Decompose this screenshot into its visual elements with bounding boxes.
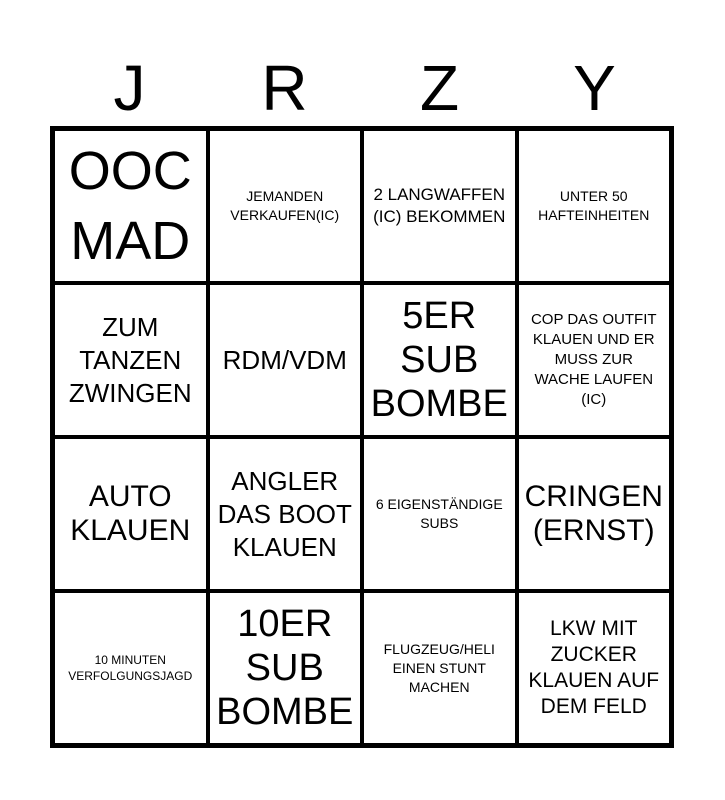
- bingo-cell-r3c4[interactable]: [517, 437, 672, 591]
- bingo-cell-r2c2[interactable]: [208, 283, 363, 437]
- bingo-cell-r2c4[interactable]: [517, 283, 672, 437]
- bingo-cell-text: 10ER SUB BOMBE: [216, 603, 354, 733]
- bingo-cell-text: UNTER 50 HAFTEINHEITEN: [538, 188, 650, 223]
- bingo-cell-r4c1[interactable]: [53, 591, 208, 745]
- bingo-cell-r3c3[interactable]: [362, 437, 517, 591]
- bingo-cell-text: AUTO KLAUEN: [70, 480, 191, 547]
- bingo-cell-text: 2 LANGWAFFEN (IC) BEKOMMEN: [373, 185, 506, 226]
- header-letter-j: J: [113, 52, 146, 124]
- bingo-cell-text: 5ER SUB BOMBE: [370, 295, 508, 425]
- bingo-cell-r4c3[interactable]: [362, 591, 517, 745]
- header-letter-z: Z: [419, 52, 460, 124]
- header-letter-r: R: [261, 52, 308, 124]
- bingo-cell-r3c1[interactable]: [53, 437, 208, 591]
- bingo-header: [52, 50, 672, 126]
- bingo-cell-text: CRINGEN (ERNST): [524, 480, 663, 547]
- bingo-cell-r4c4[interactable]: [517, 591, 672, 745]
- bingo-grid: [50, 126, 674, 748]
- bingo-cell-text: OOC MAD: [68, 141, 192, 271]
- bingo-cell-text: 6 EIGENSTÄNDIGE SUBS: [375, 496, 503, 531]
- bingo-cell-r4c2[interactable]: [208, 591, 363, 745]
- bingo-cell-r1c4[interactable]: [517, 129, 672, 283]
- bingo-cell-r2c1[interactable]: [53, 283, 208, 437]
- bingo-cell-text: RDM/VDM: [222, 344, 347, 375]
- bingo-cell-r1c3[interactable]: [362, 129, 517, 283]
- bingo-cell-text: 10 MINUTEN VERFOLGUNGSJAGD: [68, 653, 193, 683]
- bingo-cell-text: FLUGZEUG/HELI EINEN STUNT MACHEN: [383, 640, 495, 695]
- bingo-cell-r2c3[interactable]: [362, 283, 517, 437]
- bingo-cell-text: LKW MIT ZUCKER KLAUEN AUF DEM FELD: [528, 617, 660, 718]
- bingo-cell-text: COP DAS OUTFIT KLAUEN UND ER MUSS ZUR WACHE LAUFEN (IC): [530, 311, 657, 408]
- bingo-cell-text: ANGLER DAS BOOT KLAUEN: [217, 465, 352, 562]
- bingo-cell-text: ZUM TANZEN ZWINGEN: [68, 311, 192, 408]
- bingo-cell-text: JEMANDEN VERKAUFEN(IC): [230, 188, 340, 223]
- bingo-cell-r1c1[interactable]: [53, 129, 208, 283]
- bingo-cell-r3c2[interactable]: [208, 437, 363, 591]
- bingo-cell-r1c2[interactable]: [208, 129, 363, 283]
- header-letter-y: Y: [573, 52, 616, 124]
